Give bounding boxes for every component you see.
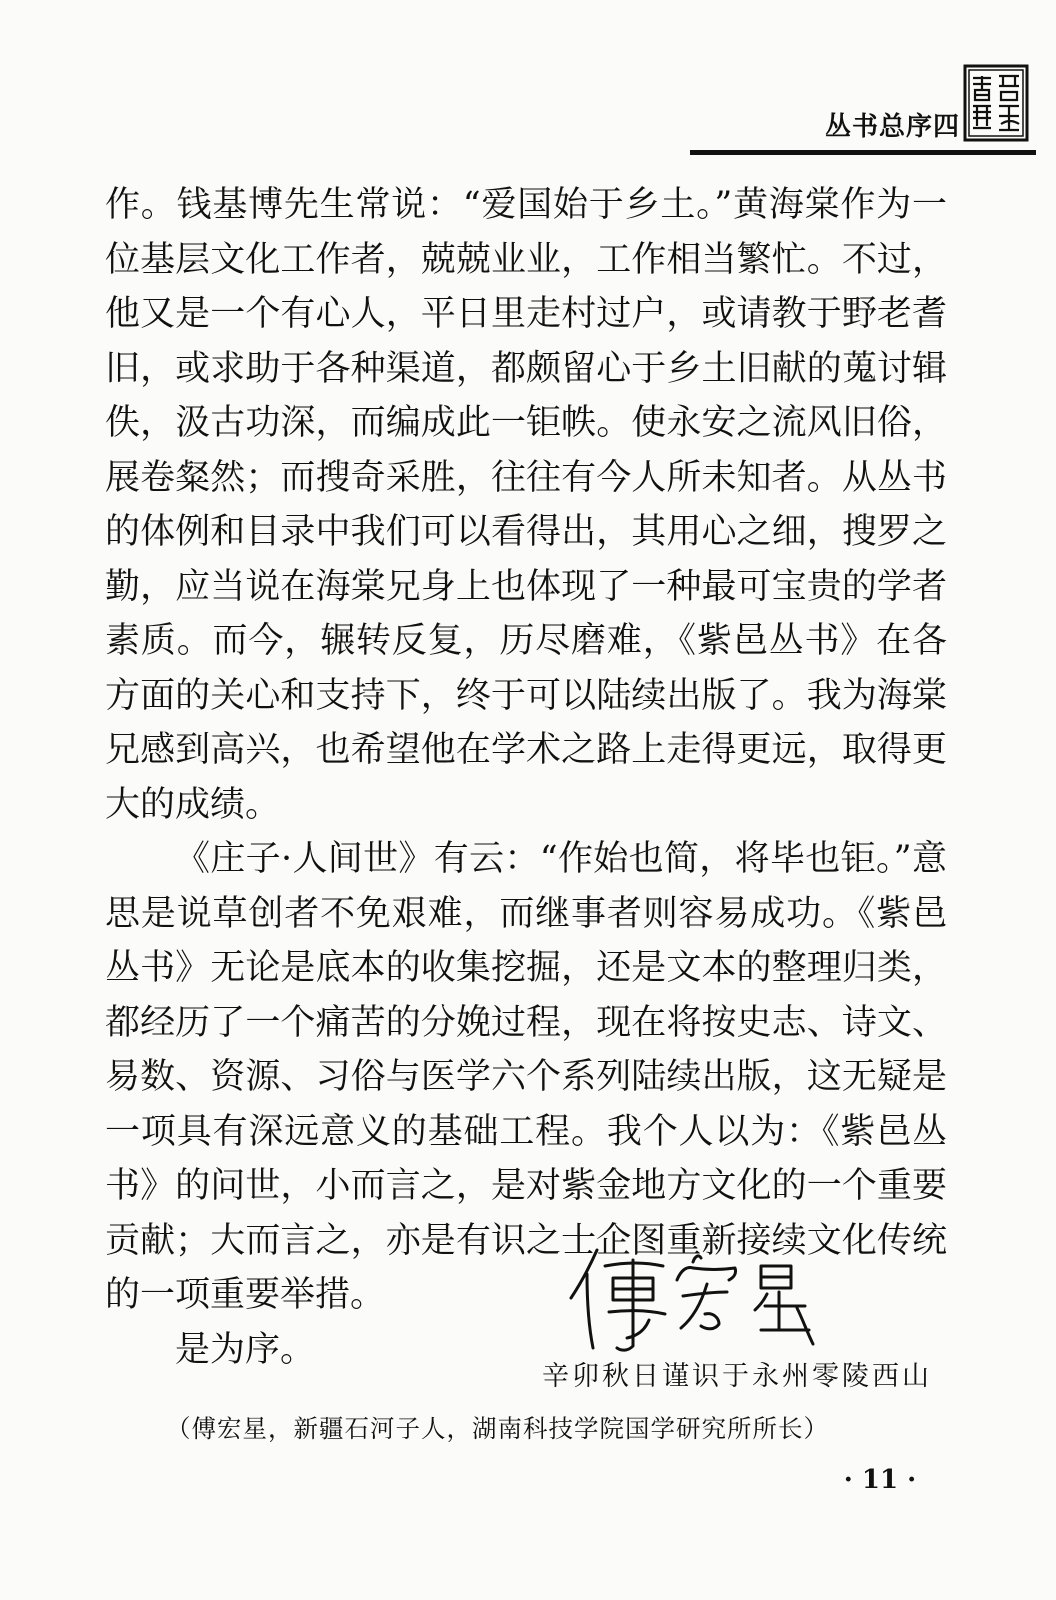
paragraph-2: 《庄子·人间世》有云：“作始也简，将毕也钜。”意思是说草创者不免艰难，而继事者则容易成功。《紫邑丛书》无论是底本的收集挖掘，还是文本的整理归类，都经历了一个痛苦的分娩过程，现在将按史志、诗文、易数、资源、习俗与医学六个系列陆续出版，这无疑是一项具有深远意义的基础工程。我个人以为：《紫邑丛书》的问世，小而言之，是对紫金地方文化的一个重要贡献；大而言之，亦是有识之士企图重新接续文化传统的一项重要举措。 bbox=[105, 839, 947, 1315]
handwritten-signature bbox=[565, 1232, 845, 1362]
section-title: 丛书总序四 bbox=[824, 112, 960, 142]
body-text bbox=[105, 178, 947, 1377]
paragraph-3: 是为序。 bbox=[175, 1329, 316, 1370]
seal-logo bbox=[963, 64, 1029, 142]
header-rule bbox=[690, 150, 1036, 155]
paragraph-1: 作。钱基博先生常说：“爱国始于乡土。”黄海棠作为一位基层文化工作者，兢兢业业，工作相当繁忙。不过，他又是一个有心人，平日里走村过户，或请教于野老耆旧，或求助于各种渠道，都颇留心于乡土旧献的蒐讨辑佚，汲古功深，而编成此一钜帙。使永安之流风旧俗，展卷粲然；而搜奇采胜，往往有今人所未知者。从丛书的体例和目录中我们可以看得出，其用心之细，搜罗之勤，应当说在海棠兄身上也体现了一种最可宝贵的学者素质。而今，辗转反复，历尽磨难，《紫邑丛书》在各方面的关心和支持下，终于可以陆续出版了。我为海棠兄感到高兴，也希望他在学术之路上走得更远，取得更大的成绩。 bbox=[105, 185, 947, 825]
page-number: · 11 · bbox=[843, 1465, 917, 1495]
author-note: （傅宏星，新疆石河子人，湖南科技学院国学研究所所长） bbox=[166, 1414, 829, 1443]
date-line: 辛卯秋日谨识于永州零陵西山 bbox=[542, 1361, 932, 1392]
